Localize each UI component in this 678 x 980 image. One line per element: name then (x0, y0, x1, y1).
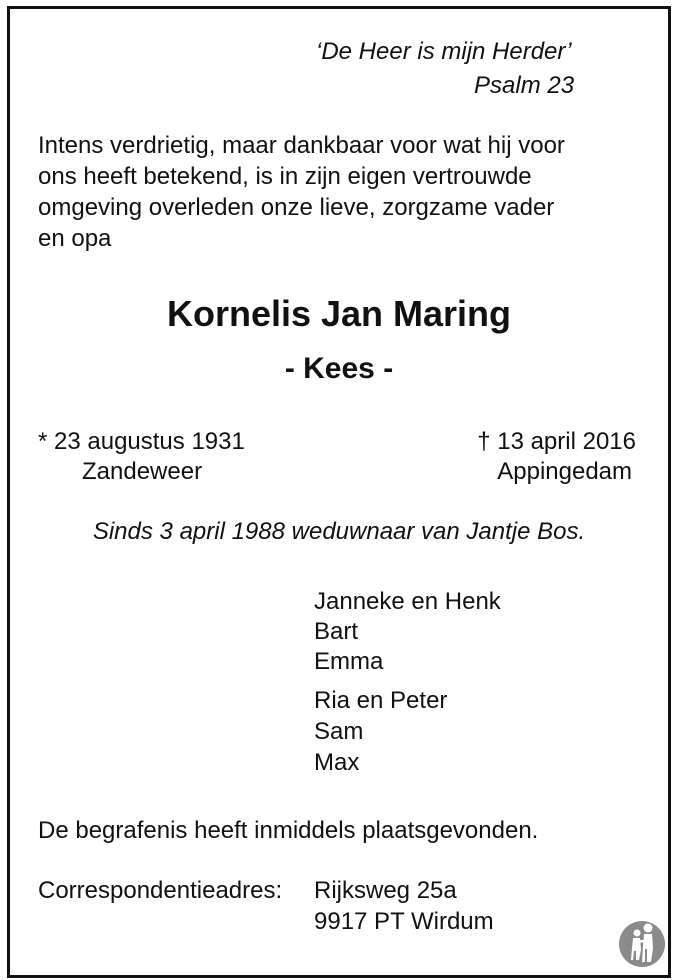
birth-date: * 23 augustus 1931 (38, 428, 245, 455)
motto-source: Psalm 23 (474, 72, 575, 99)
funeral-note: De begrafenis heeft inmiddels plaatsgevonden. (38, 817, 539, 844)
deceased-nickname: - Kees - (284, 352, 394, 385)
intro-line: omgeving overleden onze lieve, zorgzame vader (38, 194, 555, 221)
motto-line: ‘De Heer is mijn Herder’ (316, 38, 572, 65)
widower-line: Sinds 3 april 1988 weduwnaar van Jantje Bos. (92, 518, 586, 545)
correspondence-city: 9917 PT Wirdum (314, 908, 494, 935)
family-member: Sam (314, 718, 364, 745)
correspondence-label: Correspondentieadres: (38, 877, 283, 904)
birth-place: Zandeweer (82, 458, 203, 485)
family-member: Bart (314, 618, 359, 645)
family-member: Ria en Peter (314, 687, 448, 714)
memorial-figure-logo-icon (618, 916, 666, 968)
family-member: Max (314, 749, 360, 776)
death-date: † 13 april 2016 (477, 428, 636, 455)
intro-line: en opa (38, 225, 112, 252)
death-place: Appingedam (497, 458, 632, 485)
correspondence-street: Rijksweg 25a (314, 877, 457, 904)
family-member: Emma (314, 648, 384, 675)
intro-line: Intens verdrietig, maar dankbaar voor wat hij voor (38, 132, 565, 159)
deceased-name: Kornelis Jan Maring (166, 293, 512, 334)
family-member: Janneke en Henk (314, 588, 501, 615)
intro-line: ons heeft betekend, is in zijn eigen vertrouwde (38, 163, 532, 190)
